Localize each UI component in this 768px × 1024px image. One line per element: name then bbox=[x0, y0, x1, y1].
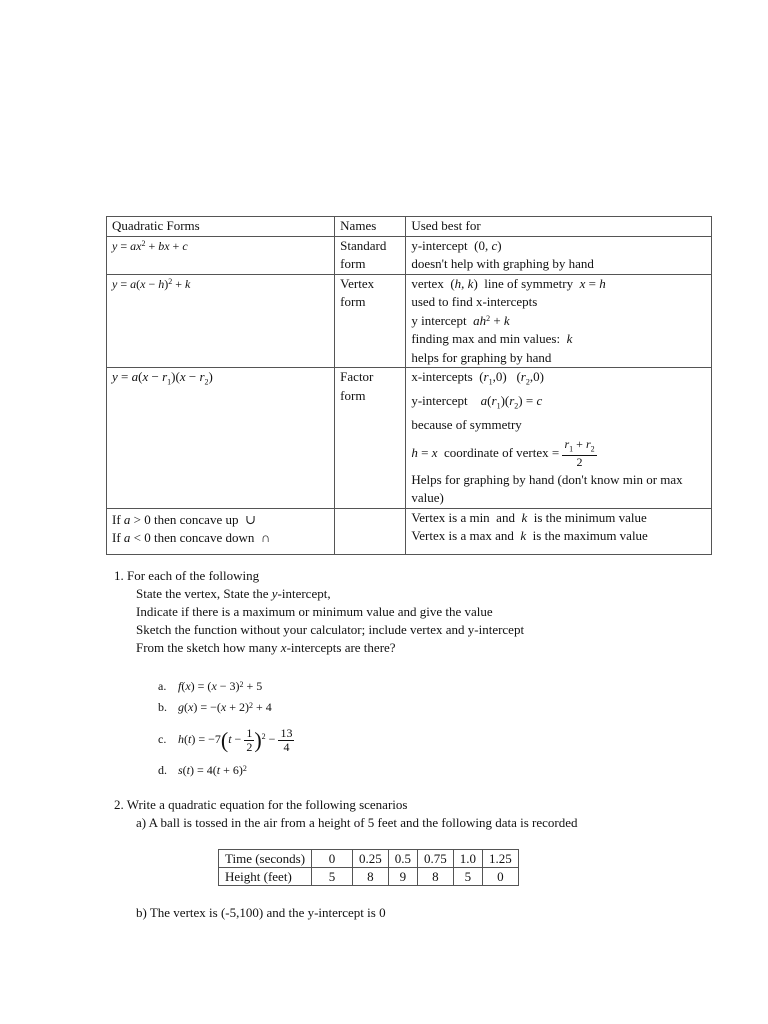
question-1-line-3: Sketch the function without your calculator; include vertex and y-intercept bbox=[136, 622, 525, 637]
height-cell: 9 bbox=[388, 868, 417, 886]
question-2-intro: 2. Write a quadratic equation for the following scenarios bbox=[114, 797, 408, 812]
vertex-max: Vertex is a max and k is the maximum value bbox=[411, 528, 648, 544]
factor-use-1: x-intercepts $(r_1,0)$ $(r_2,0)$ bbox=[411, 369, 544, 387]
standard-use-2: doesn't help with graphing by hand bbox=[411, 256, 594, 271]
time-label: Time (seconds) bbox=[219, 850, 312, 868]
table-row-factor bbox=[107, 368, 712, 509]
question-2b: b) The vertex is (-5,100) and the y-intercept is 0 bbox=[136, 905, 386, 920]
factor-use-3: because of symmetry bbox=[411, 417, 522, 433]
question-1-parts bbox=[158, 676, 294, 781]
standard-use-1: y-intercept (0, c) bbox=[411, 237, 502, 253]
factor-use-4: h = x coordinate of vertex = $\frac{r_1 + r_2}{2}$ bbox=[411, 437, 595, 470]
concavity-empty-cell bbox=[335, 508, 406, 554]
factor-use-5: Helps for graphing by hand (don't know min or max value) bbox=[411, 471, 683, 506]
question-1-intro: 1. For each of the following bbox=[114, 568, 260, 583]
factor-use-2: y-intercept $a(r_1)(r_2) = c$ bbox=[411, 393, 543, 411]
ball-data-table bbox=[218, 849, 519, 886]
time-cell: 0.75 bbox=[418, 850, 454, 868]
question-2a: a) A ball is tossed in the air from a height of 5 feet and the following data is recorded bbox=[136, 815, 578, 830]
part-a: a. $f(x) = (x - 3)^2 + 5$ bbox=[158, 679, 263, 693]
height-cell: 5 bbox=[312, 868, 353, 886]
vertex-use-1: vertex (h, k) line of symmetry x = h bbox=[411, 275, 606, 291]
height-label: Height (feet) bbox=[219, 868, 312, 886]
height-cell: 5 bbox=[453, 868, 482, 886]
time-cell: 0.5 bbox=[388, 850, 417, 868]
factor-name: Factor form bbox=[335, 368, 406, 509]
part-b: b. $g(x) = -(x + 2)^2 + 4$ bbox=[158, 700, 272, 714]
standard-formula: $y = ax^2$ + bx + c bbox=[107, 236, 335, 274]
question-1 bbox=[114, 567, 524, 657]
table-row-vertex bbox=[107, 274, 712, 368]
question-1-line-1: State the vertex, State the y-intercept, bbox=[136, 586, 331, 601]
concave-down: If a < 0 then concave down ∩ bbox=[112, 530, 271, 546]
question-1-line-4: From the sketch how many x-intercepts are there? bbox=[136, 640, 396, 655]
table-row-concavity bbox=[107, 508, 712, 554]
standard-uses bbox=[406, 236, 712, 274]
vertex-use-3: y intercept $ah^2 + k$ bbox=[411, 312, 510, 328]
vertex-uses bbox=[406, 274, 712, 368]
factor-uses bbox=[406, 368, 712, 509]
time-cell: 0.25 bbox=[353, 850, 389, 868]
one-half-fraction: $\frac{1}{2}$ bbox=[246, 725, 253, 754]
height-cell: 8 bbox=[353, 868, 389, 886]
part-d: d. $s(t) = 4(t + 6)^2$ bbox=[158, 763, 247, 777]
header-quadratic-forms: Quadratic Forms bbox=[107, 217, 335, 237]
quadratic-forms-table bbox=[106, 216, 712, 555]
concavity-conditions bbox=[107, 508, 335, 554]
vertex-use-5: helps for graphing by hand bbox=[411, 349, 552, 365]
vertex-use-2: used to find x-intercepts bbox=[411, 294, 538, 309]
table-header-row bbox=[107, 217, 712, 237]
time-cell: 0 bbox=[312, 850, 353, 868]
question-2 bbox=[114, 796, 578, 832]
table-row-standard bbox=[107, 236, 712, 274]
factor-formula: $y = a(x - r_1)(x - r_2)$ bbox=[107, 368, 335, 509]
time-cell: 1.0 bbox=[453, 850, 482, 868]
time-cell: 1.25 bbox=[483, 850, 519, 868]
vertex-fraction: $\frac{r_1 + r_2}{2}$ bbox=[564, 437, 595, 470]
time-row bbox=[219, 850, 519, 868]
vertex-min: Vertex is a min and k is the minimum value bbox=[411, 509, 647, 525]
concavity-results bbox=[406, 508, 712, 554]
thirteen-fourths-fraction: $\frac{13}{4}$ bbox=[280, 725, 293, 754]
part-c: c. h(t) = −7(t − $\frac{1}{2}$ )$^2$ − $\frac{13}{4}$ bbox=[158, 725, 293, 754]
height-row bbox=[219, 868, 519, 886]
height-cell: 0 bbox=[483, 868, 519, 886]
standard-name: Standard form bbox=[335, 236, 406, 274]
vertex-name: Vertex form bbox=[335, 274, 406, 368]
question-1-line-2: Indicate if there is a maximum or minimum value and give the value bbox=[136, 604, 493, 619]
concave-up: If a > 0 then concave up ∪ bbox=[112, 511, 256, 527]
height-cell: 8 bbox=[418, 868, 454, 886]
vertex-use-4: finding max and min values: k bbox=[411, 331, 573, 346]
header-used-best-for: Used best for bbox=[406, 217, 712, 237]
header-names: Names bbox=[335, 217, 406, 237]
vertex-formula: $y = a(x - h)^2 + k$ bbox=[107, 274, 335, 368]
